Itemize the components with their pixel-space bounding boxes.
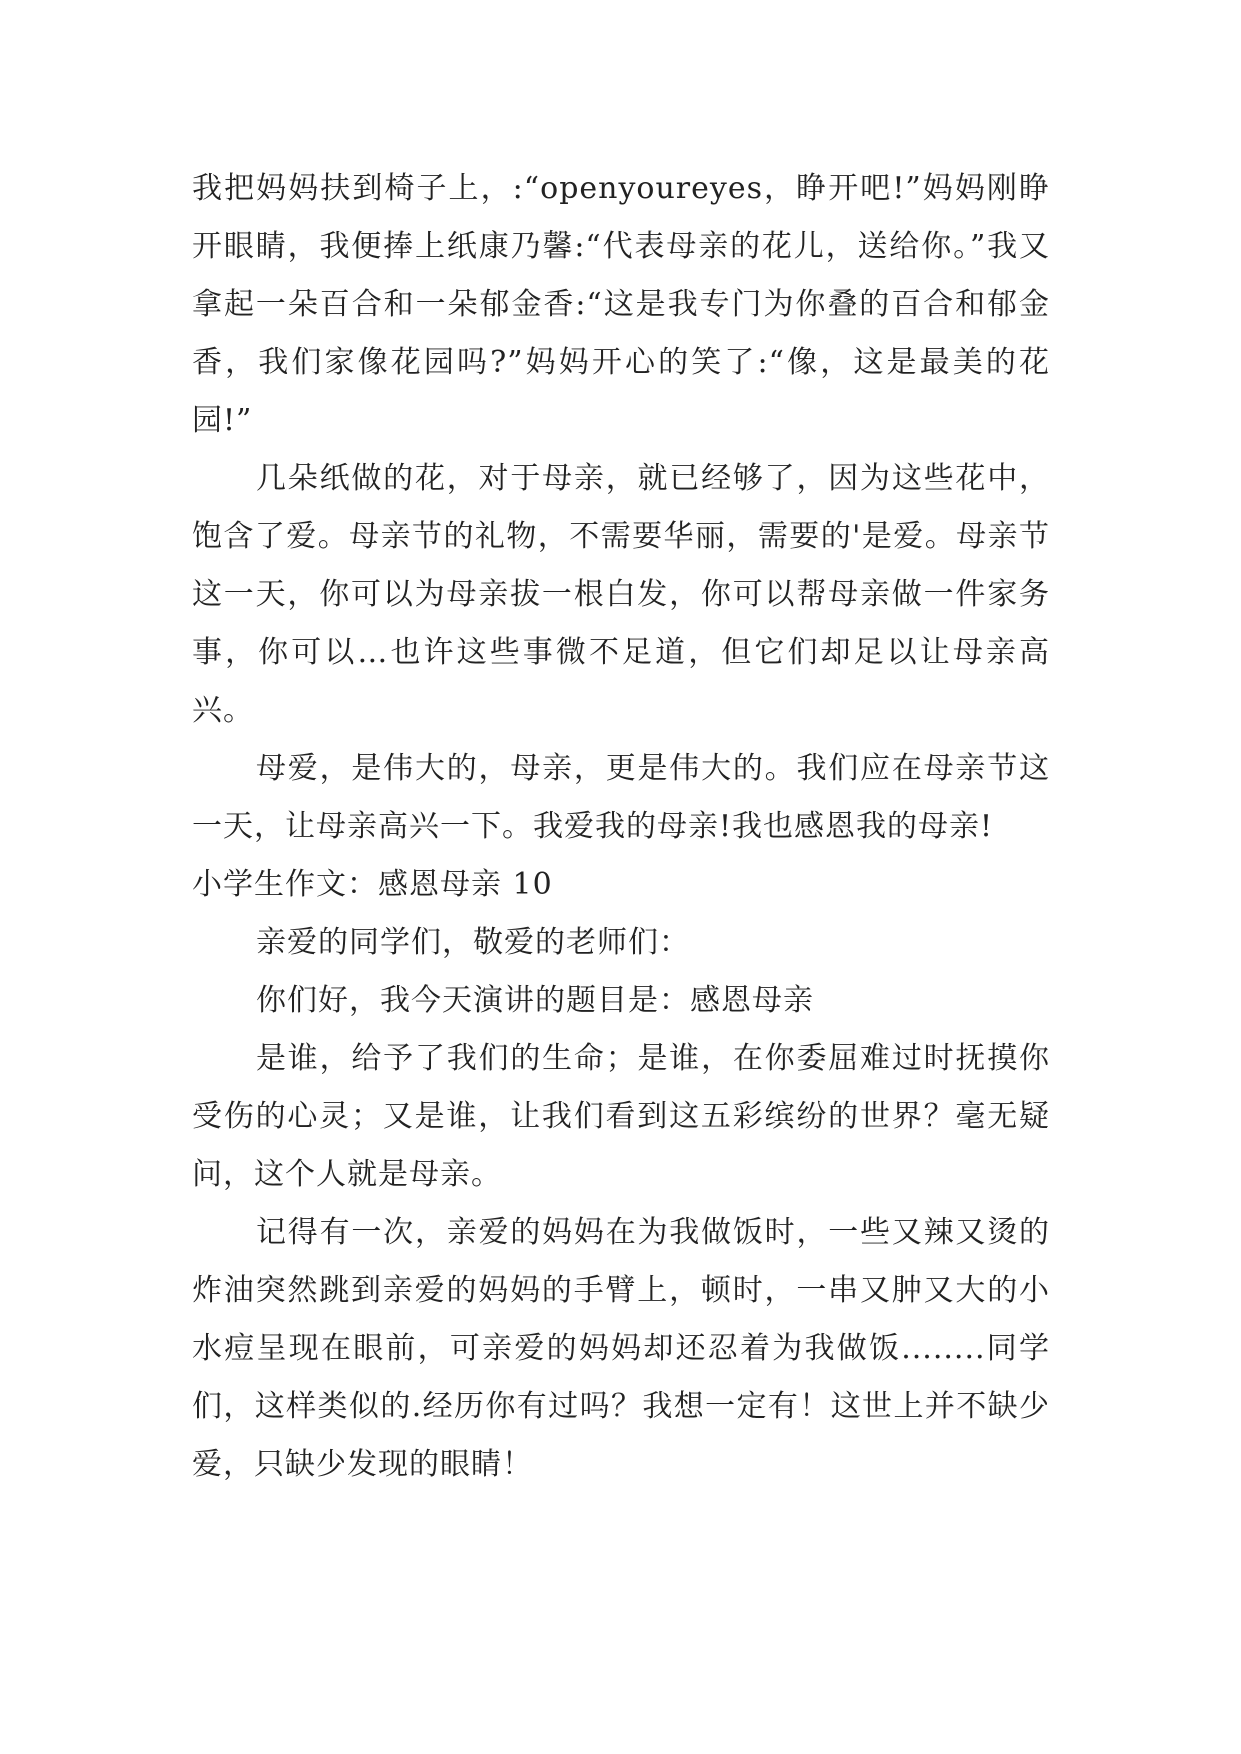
paragraph-speech-topic: 你们好，我今天演讲的题目是：感恩母亲 (256, 983, 814, 1018)
paragraph-paper-flowers: 几朵纸做的花，对于母亲，就已经够了，因为这些花中，饱含了爱。母亲节的礼物，不需要华丽，需要的'是爱。母亲节这一天，你可以为母亲拔一根白发，你可以帮母亲做一件家务事，你可以…也许这些事微不足道，但它们却足以让母亲高兴。 (192, 461, 1050, 728)
paragraph-mothers-love: 母爱，是伟大的，母亲，更是伟大的。我们应在母亲节这一天，让母亲高兴一下。我爱我的母亲!我也感恩我的母亲! (192, 751, 1050, 844)
document-body (192, 160, 1050, 1494)
paragraph-greeting: 亲爱的同学们，敬爱的老师们： (256, 925, 690, 960)
paragraph-who-is-it: 是谁，给予了我们的生命；是谁，在你委屈难过时抚摸你受伤的心灵；又是谁，让我们看到这五彩缤纷的世界？毫无疑问，这个人就是母亲。 (192, 1041, 1050, 1192)
paragraph-memory: 记得有一次，亲爱的妈妈在为我做饭时，一些又辣又烫的炸油突然跳到亲爱的妈妈的手臂上，顿时，一串又肿又大的小水痘呈现在眼前，可亲爱的妈妈却还忍着为我做饭........同学们，这样类似的.经历你有过吗？我想一定有！这世上并不缺少爱，只缺少发现的眼睛！ (192, 1215, 1050, 1482)
paragraph-flowers-gift: 我把妈妈扶到椅子上，:“openyoureyes，睁开吧!”妈妈刚睁开眼睛，我便捧上纸康乃馨:“代表母亲的花儿，送给你。”我又拿起一朵百合和一朵郁金香:“这是我专门为你叠的百合和郁金香，我们家像花园吗?”妈妈开心的笑了:“像，这是最美的花园!” (192, 171, 1050, 438)
essay-title: 小学生作文：感恩母亲 10 (192, 867, 553, 902)
